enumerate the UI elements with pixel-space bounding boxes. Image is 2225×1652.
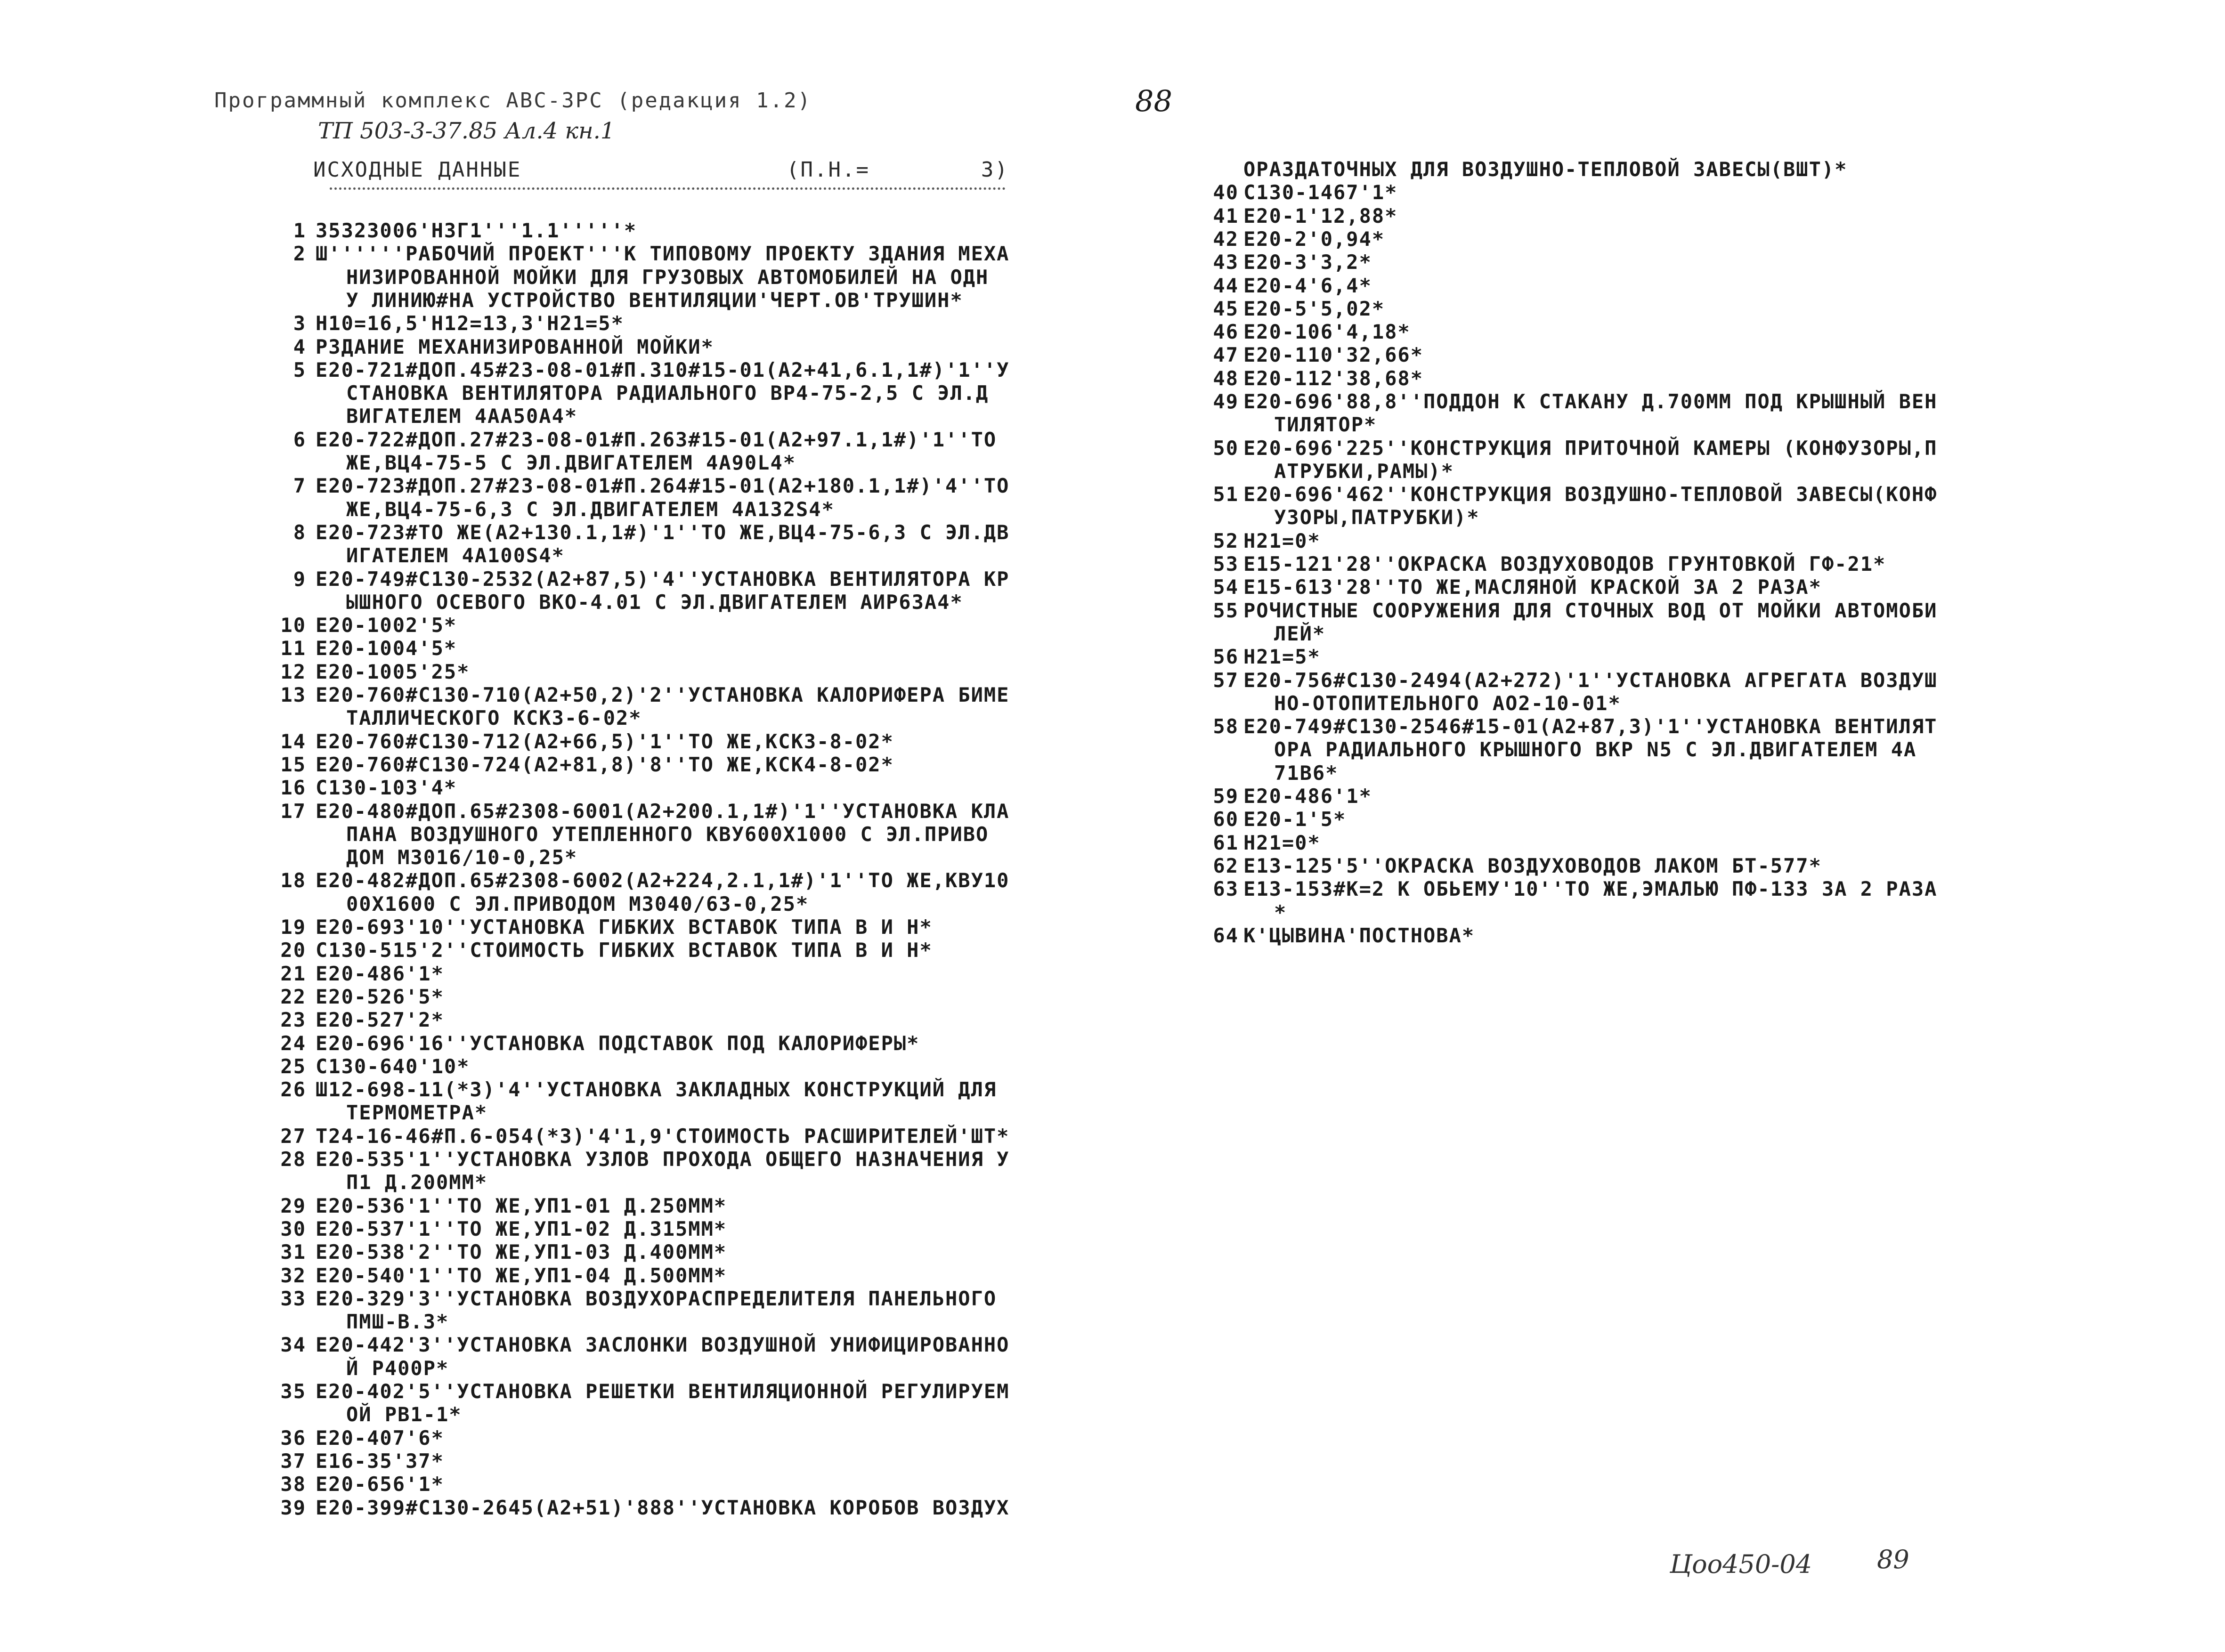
entry-number: 48 bbox=[1213, 366, 1239, 390]
entry-text-line: * bbox=[1274, 900, 1287, 924]
entry-text-line: Е13-125'5''ОКРАСКА ВОЗДУХОВОДОВ ЛАКОМ БТ-577* bbox=[1243, 854, 1822, 877]
entry-text-line: Е20-407'6* bbox=[316, 1426, 444, 1450]
entry-number: 58 bbox=[1213, 715, 1239, 738]
page-number: 88 bbox=[1135, 84, 1172, 118]
pn-label: (П.Н.= 3) bbox=[787, 158, 1009, 182]
entry-number: 27 bbox=[280, 1124, 306, 1148]
entry-number: 13 bbox=[280, 683, 306, 706]
entry-text-line: С130-1467'1* bbox=[1243, 181, 1398, 204]
entry-text-line: Е20-402'5''УСТАНОВКА РЕШЕТКИ ВЕНТИЛЯЦИОННОЙ РЕГУЛИРУЕМ bbox=[316, 1380, 1010, 1403]
entry-text-line: Е20-442'3''УСТАНОВКА ЗАСЛОНКИ ВОЗДУШНОЙ УНИФИЦИРОВАННО bbox=[316, 1333, 1010, 1357]
entry-text-line: Е20-760#С130-712(А2+66,5)'1''ТО ЖЕ,КСК3-8-02* bbox=[316, 729, 894, 753]
entry-number: 32 bbox=[280, 1263, 306, 1287]
entry-number: 45 bbox=[1213, 297, 1239, 320]
entry-text-line: Е20-2'0,94* bbox=[1243, 227, 1385, 251]
entry-text-line: Е15-613'28''ТО ЖЕ,МАСЛЯНОЙ КРАСКОЙ ЗА 2 РАЗА* bbox=[1243, 575, 1822, 599]
entry-number: 60 bbox=[1213, 808, 1239, 831]
entry-number: 20 bbox=[280, 939, 306, 962]
entry-number: 50 bbox=[1213, 436, 1239, 460]
entry-text-line: Е20-696'462''КОНСТРУКЦИЯ ВОЗДУШНО-ТЕПЛОВОЙ ЗАВЕСЫ(КОНФ bbox=[1243, 483, 1938, 506]
entry-number: 4 bbox=[293, 335, 306, 358]
entry-number: 15 bbox=[280, 753, 306, 776]
entry-text-line: РОЧИСТНЫЕ СООРУЖЕНИЯ ДЛЯ СТОЧНЫХ ВОД ОТ МОЙКИ АВТОМОБИ bbox=[1243, 599, 1938, 622]
entry-text-line: АТРУБКИ,РАМЫ)* bbox=[1274, 459, 1454, 483]
entry-number: 7 bbox=[293, 474, 306, 498]
entry-text-line: РЗДАНИЕ МЕХАНИЗИРОВАННОЙ МОЙКИ* bbox=[316, 335, 714, 358]
entry-number: 63 bbox=[1213, 877, 1239, 901]
entry-text-line: Е20-1'5* bbox=[1243, 808, 1347, 831]
entry-text-line: У ЛИНИЮ#НА УСТРОЙСТВО ВЕНТИЛЯЦИИ'ЧЕРТ.ОВ'ТРУШИН* bbox=[346, 288, 963, 312]
entry-number: 23 bbox=[280, 1008, 306, 1032]
entry-text-line: Е20-722#ДОП.27#23-08-01#П.263#15-01(А2+97.1,1#)'1''ТО bbox=[316, 428, 997, 451]
entry-number: 24 bbox=[280, 1031, 306, 1055]
entry-text-line: Й Р400Р* bbox=[346, 1356, 449, 1380]
entry-text-line: Е20-482#ДОП.65#2308-6002(А2+224,2.1,1#)'1''ТО ЖЕ,КВУ10 bbox=[316, 869, 1010, 892]
entry-text-line: 35323006'НЗГ1'''1.1'''''* bbox=[316, 219, 637, 242]
entry-text-line: ТЕРМОМЕТРА* bbox=[346, 1101, 488, 1125]
entry-text-line: Е20-723#ТО ЖЕ(А2+130.1,1#)'1''ТО ЖЕ,ВЦ4-75-6,3 С ЭЛ.ДВ bbox=[316, 520, 1010, 544]
entry-text-line: 71В6* bbox=[1274, 761, 1339, 785]
entry-number: 36 bbox=[280, 1426, 306, 1450]
entry-text-line: Е20-4'6,4* bbox=[1243, 274, 1372, 297]
entry-text-line: Ш''''''РАБОЧИЙ ПРОЕКТ'''К ТИПОВОМУ ПРОЕКТУ ЗДАНИЯ МЕХА bbox=[316, 242, 1010, 266]
entry-text-line: Е20-1005'25* bbox=[316, 660, 470, 683]
entry-text-line: Е20-3'3,2* bbox=[1243, 251, 1372, 274]
entry-number: 49 bbox=[1213, 390, 1239, 413]
entry-number: 25 bbox=[280, 1054, 306, 1078]
entry-number: 28 bbox=[280, 1148, 306, 1171]
entry-text-line: Е20-5'5,02* bbox=[1243, 297, 1385, 320]
entry-text-line: Е20-106'4,18* bbox=[1243, 320, 1411, 344]
entry-text-line: Е20-1004'5* bbox=[316, 637, 457, 660]
entry-number: 22 bbox=[280, 985, 306, 1008]
entry-number: 35 bbox=[280, 1380, 306, 1403]
entry-number: 39 bbox=[280, 1496, 306, 1519]
entry-text-line: Н10=16,5'Н12=13,3'Н21=5* bbox=[316, 312, 624, 335]
entry-text-line: ОРА РАДИАЛЬНОГО КРЫШНОГО ВКР N5 С ЭЛ.ДВИГАТЕЛЕМ 4А bbox=[1274, 738, 1917, 761]
entry-text-line: Е20-1002'5* bbox=[316, 614, 457, 637]
entry-text-line: Н21=0* bbox=[1243, 831, 1321, 854]
footer-code: Цоо450-04 bbox=[1670, 1549, 1812, 1579]
entry-number: 41 bbox=[1213, 204, 1239, 227]
entry-text-line: К'ЦЫВИНА'ПОСТНОВА* bbox=[1243, 923, 1475, 947]
entry-number: 10 bbox=[280, 614, 306, 637]
entry-text-line: УЗОРЫ,ПАТРУБКИ)* bbox=[1274, 506, 1480, 529]
entry-number: 6 bbox=[293, 428, 306, 451]
entry-number: 18 bbox=[280, 869, 306, 892]
entry-number: 8 bbox=[293, 520, 306, 544]
entry-number: 54 bbox=[1213, 575, 1239, 599]
entry-text-line: Е20-656'1* bbox=[316, 1473, 444, 1496]
entry-text-line: Н21=0* bbox=[1243, 529, 1321, 552]
entry-number: 14 bbox=[280, 729, 306, 753]
entry-text-line: ОЙ РВ1-1* bbox=[346, 1403, 462, 1426]
entry-text-line: Е20-536'1''ТО ЖЕ,УП1-01 Д.250ММ* bbox=[316, 1194, 727, 1217]
entry-text-line: НО-ОТОПИТЕЛЬНОГО АО2-10-01* bbox=[1274, 691, 1621, 715]
entry-text-line: Е20-526'5* bbox=[316, 985, 444, 1008]
entry-text-line: С130-515'2''СТОИМОСТЬ ГИБКИХ ВСТАВОК ТИПА В И Н* bbox=[316, 939, 933, 962]
entry-number: 26 bbox=[280, 1078, 306, 1101]
entry-text-line: Е20-527'2* bbox=[316, 1008, 444, 1032]
entry-number: 19 bbox=[280, 915, 306, 939]
entry-text-line: Е15-121'28''ОКРАСКА ВОЗДУХОВОДОВ ГРУНТОВКОЙ ГФ-21* bbox=[1243, 552, 1886, 576]
entry-number: 61 bbox=[1213, 831, 1239, 854]
footer-page-number: 89 bbox=[1877, 1545, 1909, 1574]
entry-text-line: П1 Д.200ММ* bbox=[346, 1171, 488, 1194]
entry-text-line: Е20-760#С130-724(А2+81,8)'8''ТО ЖЕ,КСК4-8-02* bbox=[316, 753, 894, 776]
entry-number: 62 bbox=[1213, 854, 1239, 877]
entry-number: 47 bbox=[1213, 343, 1239, 367]
entry-text-line: ИГАТЕЛЕМ 4А100S4* bbox=[346, 544, 565, 567]
entry-number: 56 bbox=[1213, 645, 1239, 669]
entry-text-line: С130-640'10* bbox=[316, 1054, 470, 1078]
entry-text-line: Т24-16-46#П.6-054(*3)'4'1,9'СТОИМОСТЬ РАСШИРИТЕЛЕЙ'ШТ* bbox=[316, 1124, 1010, 1148]
title-underline bbox=[330, 187, 1006, 190]
entry-text-line: ЫШНОГО ОСЕВОГО ВКО-4.01 С ЭЛ.ДВИГАТЕЛЕМ АИР63А4* bbox=[346, 590, 963, 614]
entry-text-line: Е20-693'10''УСТАНОВКА ГИБКИХ ВСТАВОК ТИПА В И Н* bbox=[316, 915, 933, 939]
entry-number: 51 bbox=[1213, 483, 1239, 506]
entry-text-line: Е20-1'12,88* bbox=[1243, 204, 1398, 227]
entry-text-line: Н21=5* bbox=[1243, 645, 1321, 669]
entry-text-line: Е20-760#С130-710(А2+50,2)'2''УСТАНОВКА КАЛОРИФЕРА БИМЕ bbox=[316, 683, 1010, 706]
entry-number: 2 bbox=[293, 242, 306, 266]
entry-number: 29 bbox=[280, 1194, 306, 1217]
entry-text-line: Е20-540'1''ТО ЖЕ,УП1-04 Д.500ММ* bbox=[316, 1263, 727, 1287]
entry-number: 31 bbox=[280, 1240, 306, 1264]
entry-text-line: Ш12-698-11(*3)'4''УСТАНОВКА ЗАКЛАДНЫХ КОНСТРУКЦИЙ ДЛЯ bbox=[316, 1078, 997, 1101]
entry-text-line: Е20-480#ДОП.65#2308-6001(А2+200.1,1#)'1''УСТАНОВКА КЛА bbox=[316, 799, 1010, 823]
entry-number: 46 bbox=[1213, 320, 1239, 344]
entry-text-line: Е20-537'1''ТО ЖЕ,УП1-02 Д.315ММ* bbox=[316, 1217, 727, 1240]
entry-text-line: Е20-486'1* bbox=[316, 962, 444, 985]
entry-text-line: ОРАЗДАТОЧНЫХ ДЛЯ ВОЗДУШНО-ТЕПЛОВОЙ ЗАВЕСЫ(ВШТ)* bbox=[1243, 158, 1848, 181]
entry-number: 38 bbox=[280, 1473, 306, 1496]
entry-text-line: Е20-749#С130-2546#15-01(А2+87,3)'1''УСТАНОВКА ВЕНТИЛЯТ bbox=[1243, 715, 1938, 738]
entry-text-line: Е20-696'88,8''ПОДДОН К СТАКАНУ Д.700ММ ПОД КРЫШНЫЙ ВЕН bbox=[1243, 390, 1938, 413]
entry-number: 30 bbox=[280, 1217, 306, 1240]
entry-number: 11 bbox=[280, 637, 306, 660]
entry-number: 59 bbox=[1213, 785, 1239, 808]
entry-text-line: Е20-399#С130-2645(А2+51)'888''УСТАНОВКА КОРОБОВ ВОЗДУХ bbox=[316, 1496, 1010, 1519]
entry-number: 42 bbox=[1213, 227, 1239, 251]
entry-number: 12 bbox=[280, 660, 306, 683]
entry-number: 1 bbox=[293, 219, 306, 242]
entry-text-line: Е20-329'3''УСТАНОВКА ВОЗДУХОРАСПРЕДЕЛИТЕЛЯ ПАНЕЛЬНОГО bbox=[316, 1287, 997, 1310]
entry-text-line: НИЗИРОВАННОЙ МОЙКИ ДЛЯ ГРУЗОВЫХ АВТОМОБИЛЕЙ НА ОДН bbox=[346, 265, 989, 289]
entry-text-line: Е20-696'16''УСТАНОВКА ПОДСТАВОК ПОД КАЛОРИФЕРЫ* bbox=[316, 1031, 920, 1055]
entry-text-line: Е20-756#С130-2494(А2+272)'1''УСТАНОВКА АГРЕГАТА ВОЗДУШ bbox=[1243, 668, 1938, 692]
entry-number: 64 bbox=[1213, 923, 1239, 947]
entry-number: 17 bbox=[280, 799, 306, 823]
entry-text-line: СТАНОВКА ВЕНТИЛЯТОРА РАДИАЛЬНОГО ВР4-75-2,5 С ЭЛ.Д bbox=[346, 381, 989, 405]
entry-number: 40 bbox=[1213, 181, 1239, 204]
entry-number: 21 bbox=[280, 962, 306, 985]
entry-number: 44 bbox=[1213, 274, 1239, 297]
entry-text-line: Е20-486'1* bbox=[1243, 785, 1372, 808]
entry-text-line: ТИЛЯТОР* bbox=[1274, 413, 1377, 437]
entry-text-line: ПАНА ВОЗДУШНОГО УТЕПЛЕННОГО КВУ600Х1000 С ЭЛ.ПРИВО bbox=[346, 822, 989, 846]
entry-number: 52 bbox=[1213, 529, 1239, 552]
entry-text-line: ВИГАТЕЛЕМ 4АА50А4* bbox=[346, 405, 578, 428]
entry-text-line: Е20-696'225''КОНСТРУКЦИЯ ПРИТОЧНОЙ КАМЕРЫ (КОНФУЗОРЫ,П bbox=[1243, 436, 1938, 460]
entry-text-line: Е20-535'1''УСТАНОВКА УЗЛОВ ПРОХОДА ОБЩЕГО НАЗНАЧЕНИЯ У bbox=[316, 1148, 1010, 1171]
entry-text-line: ЖЕ,ВЦ4-75-6,3 С ЭЛ.ДВИГАТЕЛЕМ 4А132S4* bbox=[346, 497, 835, 521]
entry-number: 9 bbox=[293, 567, 306, 591]
entry-text-line: ЖЕ,ВЦ4-75-5 С ЭЛ.ДВИГАТЕЛЕМ 4А90L4* bbox=[346, 451, 796, 474]
entry-number: 57 bbox=[1213, 668, 1239, 692]
entry-number: 16 bbox=[280, 776, 306, 800]
program-header-line: Программный комплекс АВС-ЗРС (редакция 1.2) bbox=[214, 89, 812, 113]
entry-number: 37 bbox=[280, 1449, 306, 1473]
entry-text-line: ПМШ-В.3* bbox=[346, 1310, 449, 1334]
entry-text-line: С130-103'4* bbox=[316, 776, 457, 800]
entry-text-line: Е20-538'2''ТО ЖЕ,УП1-03 Д.400ММ* bbox=[316, 1240, 727, 1264]
entry-number: 34 bbox=[280, 1333, 306, 1357]
entry-number: 53 bbox=[1213, 552, 1239, 576]
entry-number: 5 bbox=[293, 358, 306, 381]
entry-text-line: Е20-723#ДОП.27#23-08-01#П.264#15-01(А2+180.1,1#)'4''ТО bbox=[316, 474, 1010, 498]
entry-text-line: Е13-153#К=2 К ОБЬЕМУ'10''ТО ЖЕ,ЭМАЛЬЮ ПФ-133 ЗА 2 РАЗА bbox=[1243, 877, 1938, 901]
entry-number: 43 bbox=[1213, 251, 1239, 274]
section-title: ИСХОДНЫЕ ДАННЫЕ bbox=[313, 158, 522, 182]
entry-text-line: ЛЕЙ* bbox=[1274, 622, 1326, 645]
entry-text-line: Е20-112'38,68* bbox=[1243, 366, 1424, 390]
entry-number: 33 bbox=[280, 1287, 306, 1310]
entry-number: 55 bbox=[1213, 599, 1239, 622]
handwritten-reference: ТП 503-3-37.85 Ал.4 кн.1 bbox=[318, 118, 615, 144]
entry-text-line: 00Х1600 С ЭЛ.ПРИВОДОМ М3040/63-0,25* bbox=[346, 892, 809, 915]
entry-text-line: Е16-35'37* bbox=[316, 1449, 444, 1473]
entry-text-line: ДОМ М3016/10-0,25* bbox=[346, 846, 578, 869]
entry-text-line: Е20-749#С130-2532(А2+87,5)'4''УСТАНОВКА ВЕНТИЛЯТОРА КР bbox=[316, 567, 1010, 591]
entry-text-line: Е20-110'32,66* bbox=[1243, 343, 1424, 367]
entry-text-line: ТАЛЛИЧЕСКОГО КСК3-6-02* bbox=[346, 706, 642, 730]
entry-text-line: Е20-721#ДОП.45#23-08-01#П.310#15-01(А2+41,6.1,1#)'1''У bbox=[316, 358, 1010, 381]
entry-number: 3 bbox=[293, 312, 306, 335]
